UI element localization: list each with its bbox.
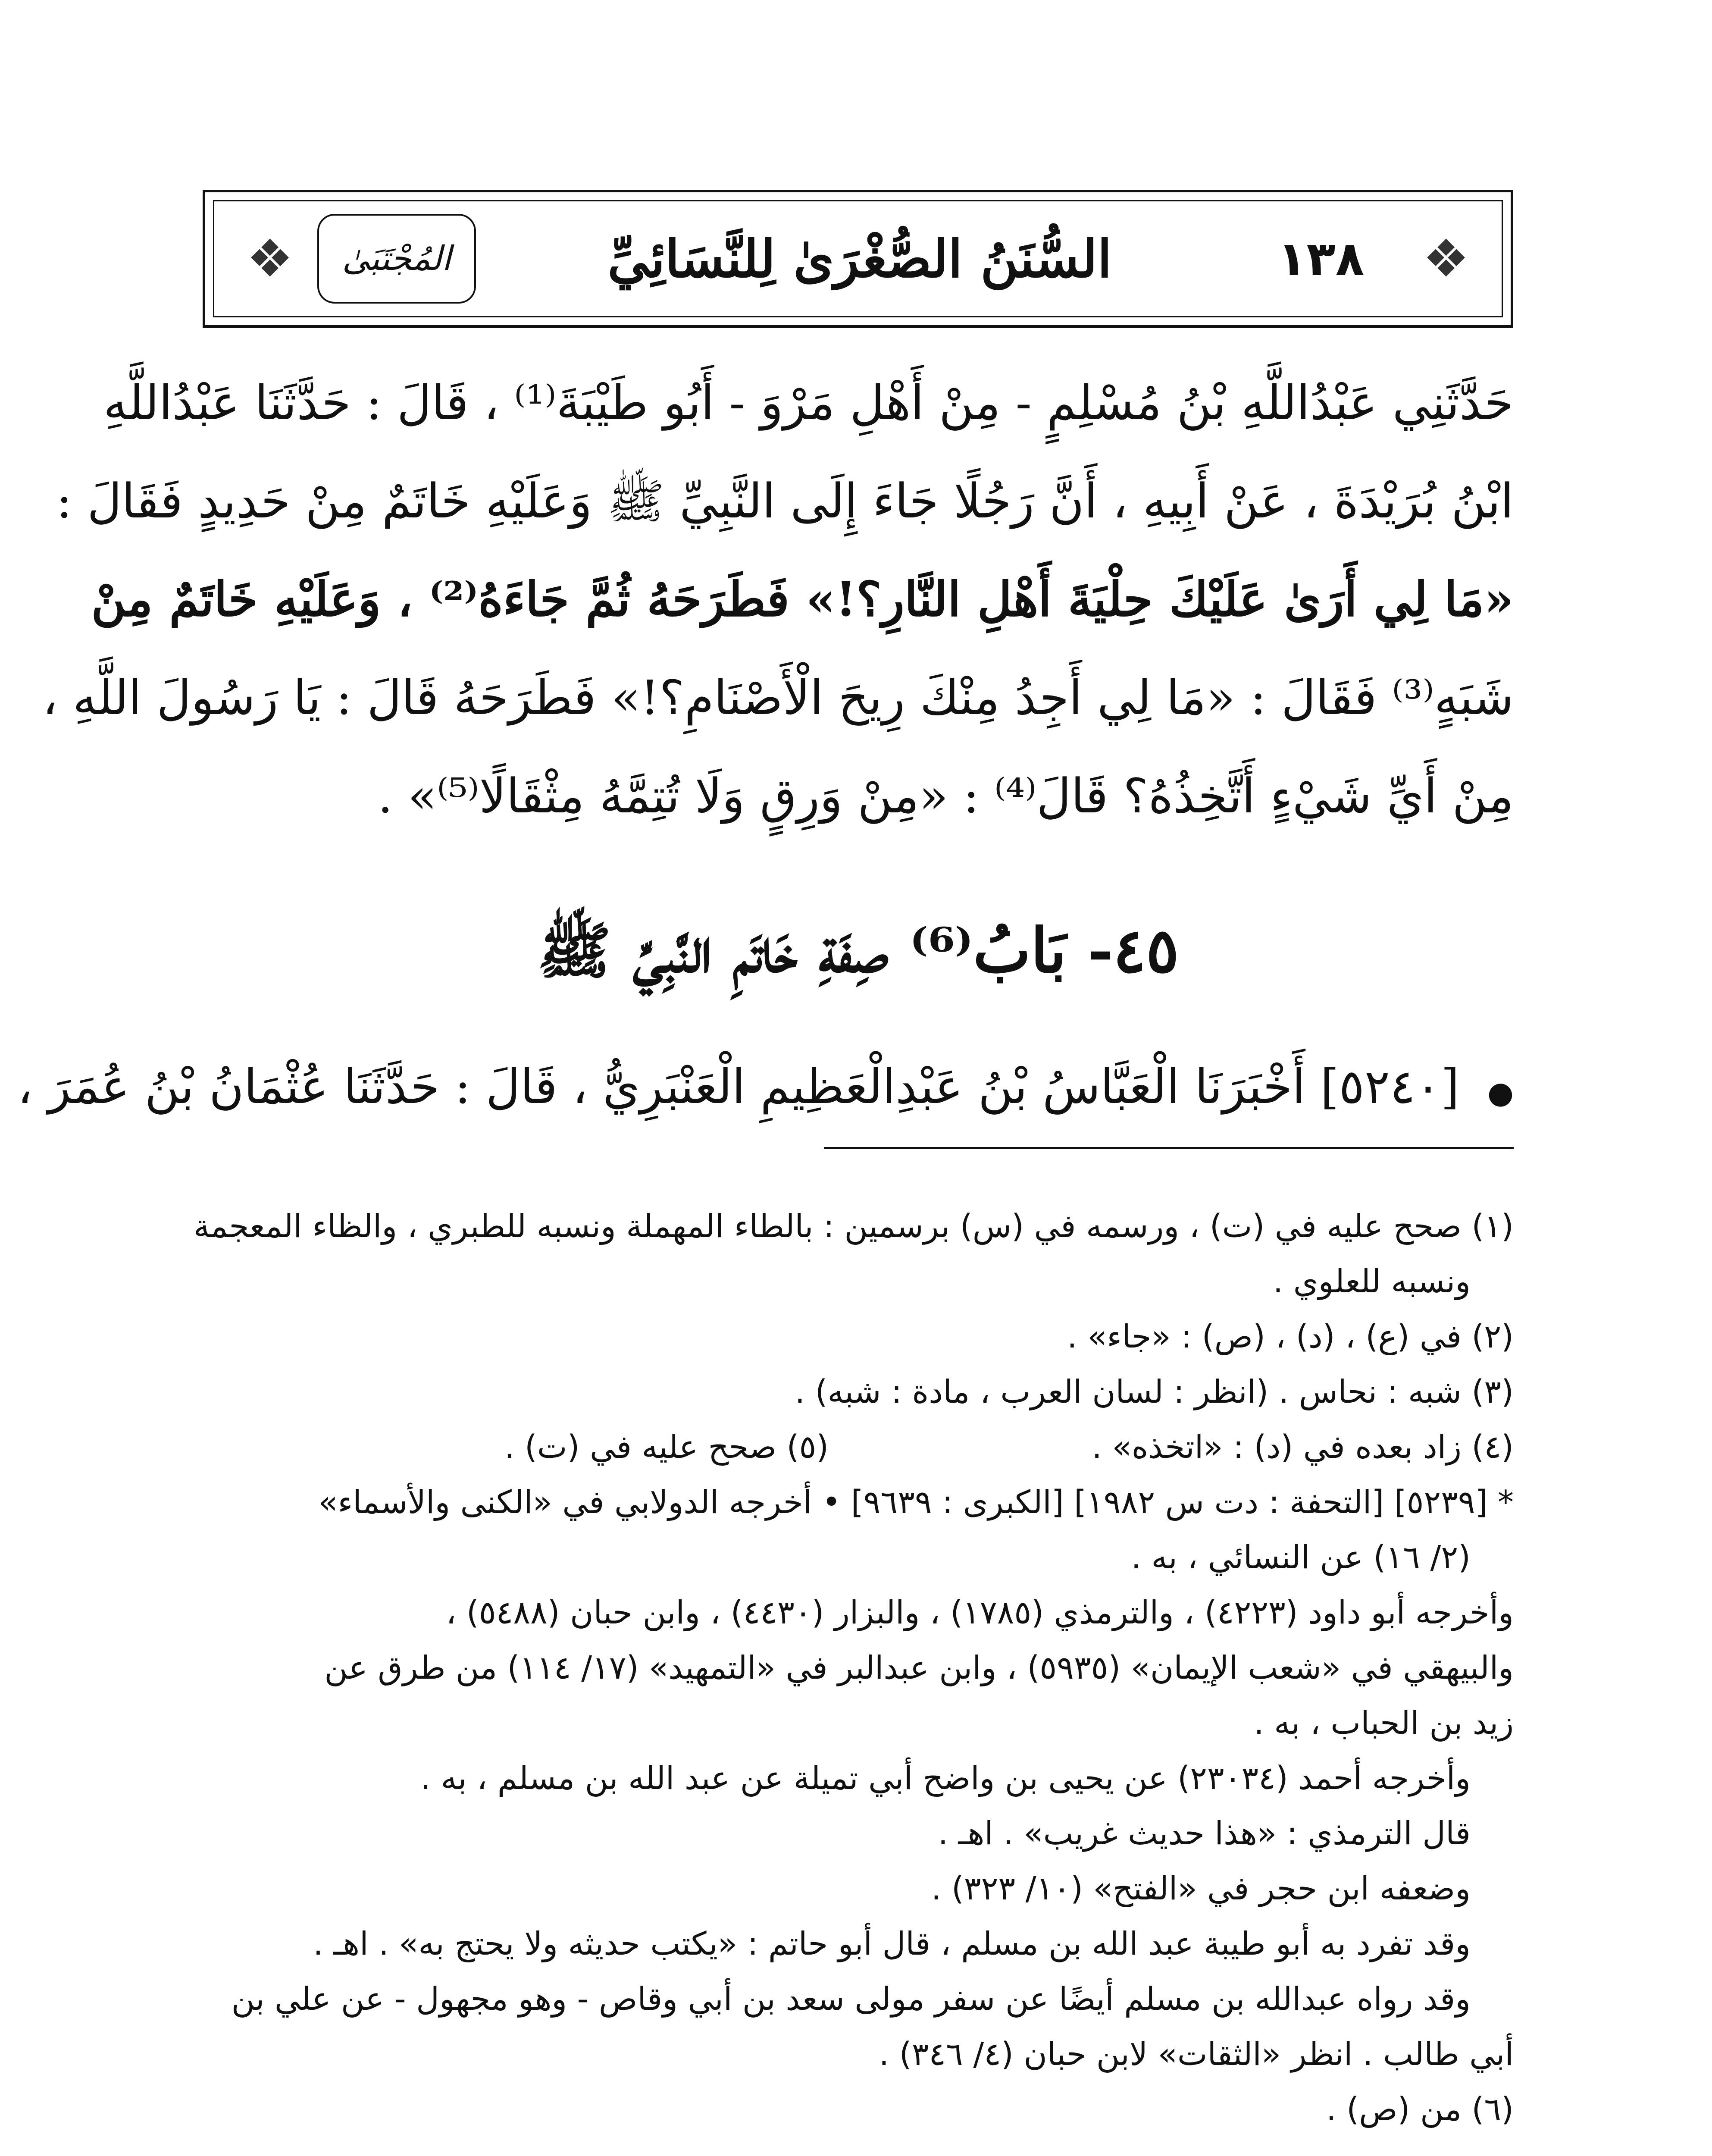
takhrij-line: وضعفه ابن حجر في «الفتح» (١٠/ ٣٢٣) . — [931, 1870, 1471, 1907]
footnote-divider — [824, 1147, 1514, 1149]
chapter-title: ٤٥- بَابُ⁽⁶⁾ صِفَةِ خَاتَمِ النَّبِيِّ ﷺ — [537, 915, 1179, 987]
footnote: (٦) من (ص) . — [1326, 2091, 1514, 2128]
footnote: (٢) في (ع) ، (د) ، (ص) : «جاء» . — [1067, 1318, 1514, 1355]
text-line: شَبَهٍ⁽³⁾ فَقَالَ : «مَا لِي أَجِدُ مِنْكَ رِيحَ الْأَصْنَامِ؟!» فَطَرَحَهُ قَالَ : يَا رَسُولَ اللَّهِ ، — [42, 670, 1514, 725]
footnote: ونسبه للعلوي . — [1273, 1263, 1471, 1300]
takhrij-line: (٢/ ١٦) عن النسائي ، به . — [1131, 1539, 1471, 1576]
bullet-icon: ● — [1487, 1075, 1514, 1110]
ornament-icon: ❖ — [247, 229, 293, 289]
hadith-heading — [17, 1052, 1514, 1127]
text-line: ابْنُ بُرَيْدَةَ ، عَنْ أَبِيهِ ، أَنَّ رَجُلًا جَاءَ إِلَى النَّبِيِّ ﷺ وَعَلَيْهِ خَاتَمٌ مِنْ حَدِيدٍ فَقَالَ : — [56, 473, 1514, 529]
takhrij-line: وأخرجه أبو داود (٤٢٢٣) ، والترمذي (١٧٨٥) ، والبزار (٤٤٣٠) ، وابن حبان (٥٤٨٨) ، — [446, 1594, 1514, 1631]
section-label: المُجْتَبَىٰ — [317, 214, 476, 304]
footnotes — [193, 1199, 1514, 2137]
footnote: (١) صحح عليه في (ت) ، ورسمه في (س) برسمين : بالطاء المهملة ونسبه للطبري ، والظاء المعجمة — [193, 1208, 1514, 1245]
takhrij-line: أبي طالب . انظر «الثقات» لابن حبان (٤/ ٣٤٦) . — [879, 2036, 1514, 2073]
text-line: مِنْ أَيِّ شَيْءٍ أَتَّخِذُهُ؟ قَالَ⁽⁴⁾ : «مِنْ وَرِقٍ وَلَا تُتِمَّهُ مِثْقَالًا⁽⁵⁾» . — [378, 768, 1514, 824]
footnote: (٤) زاد بعده في (د) : «اتخذه» . — [1092, 1429, 1514, 1466]
footnote: (٥) صحح عليه في (ت) . — [504, 1429, 829, 1466]
page-header — [203, 190, 1513, 328]
running-title: السُّنَنُ الصُّغْرَىٰ لِلنَّسَائِيِّ — [607, 228, 1112, 289]
takhrij-line: قال الترمذي : «هذا حديث غريب» . اهـ . — [938, 1815, 1471, 1852]
main-text — [42, 354, 1514, 845]
page-number: ١٣٨ — [1277, 231, 1365, 286]
footnote: (٣) شبه : نحاس . (انظر : لسان العرب ، مادة : شبه) . — [795, 1373, 1514, 1410]
text-line: حَدَّثَنِي عَبْدُاللَّهِ بْنُ مُسْلِمٍ - مِنْ أَهْلِ مَرْوَ - أَبُو طَيْبَةَ⁽¹⁾ ، قَالَ : حَدَّثَنَا عَبْدُاللَّهِ — [103, 375, 1514, 430]
takhrij-line: * [٥٢٣٩] [التحفة : دت س ١٩٨٢] [الكبرى : ٩٦٣٩] • أخرجه الدولابي في «الكنى والأسماء» — [318, 1484, 1514, 1521]
takhrij-line: وأخرجه أحمد (٢٣٠٣٤) عن يحيى بن واضح أبي تميلة عن عبد الله بن مسلم ، به . — [420, 1760, 1471, 1797]
takhrij-line: والبيهقي في «شعب الإيمان» (٥٩٣٥) ، وابن عبدالبر في «التمهيد» (١٧/ ١١٤) من طرق عن — [324, 1649, 1514, 1686]
footnote-row — [203, 1420, 1514, 1475]
takhrij-line: زيد بن الحباب ، به . — [1254, 1705, 1514, 1742]
text-line: «مَا لِي أَرَىٰ عَلَيْكَ حِلْيَةَ أَهْلِ النَّارِ؟!» فَطَرَحَهُ ثُمَّ جَاءَهُ⁽²⁾ ، وَعَلَيْهِ خَاتَمٌ مِنْ — [91, 571, 1514, 627]
takhrij-line: وقد رواه عبدالله بن مسلم أيضًا عن سفر مولى سعد بن أبي وقاص - وهو مجهول - عن علي بن — [231, 1981, 1471, 2018]
takhrij-line: وقد تفرد به أبو طيبة عبد الله بن مسلم ، قال أبو حاتم : «يكتب حديثه ولا يحتج به» . اهـ . — [313, 1925, 1471, 1962]
hadith-heading-text: [٥٢٤٠] أَخْبَرَنَا الْعَبَّاسُ بْنُ عَبْدِالْعَظِيمِ الْعَنْبَرِيُّ ، قَالَ : حَدَّثَنَا عُثْمَانُ بْنُ عُمَرَ ، — [17, 1059, 1459, 1114]
ornament-icon: ❖ — [1423, 229, 1469, 289]
